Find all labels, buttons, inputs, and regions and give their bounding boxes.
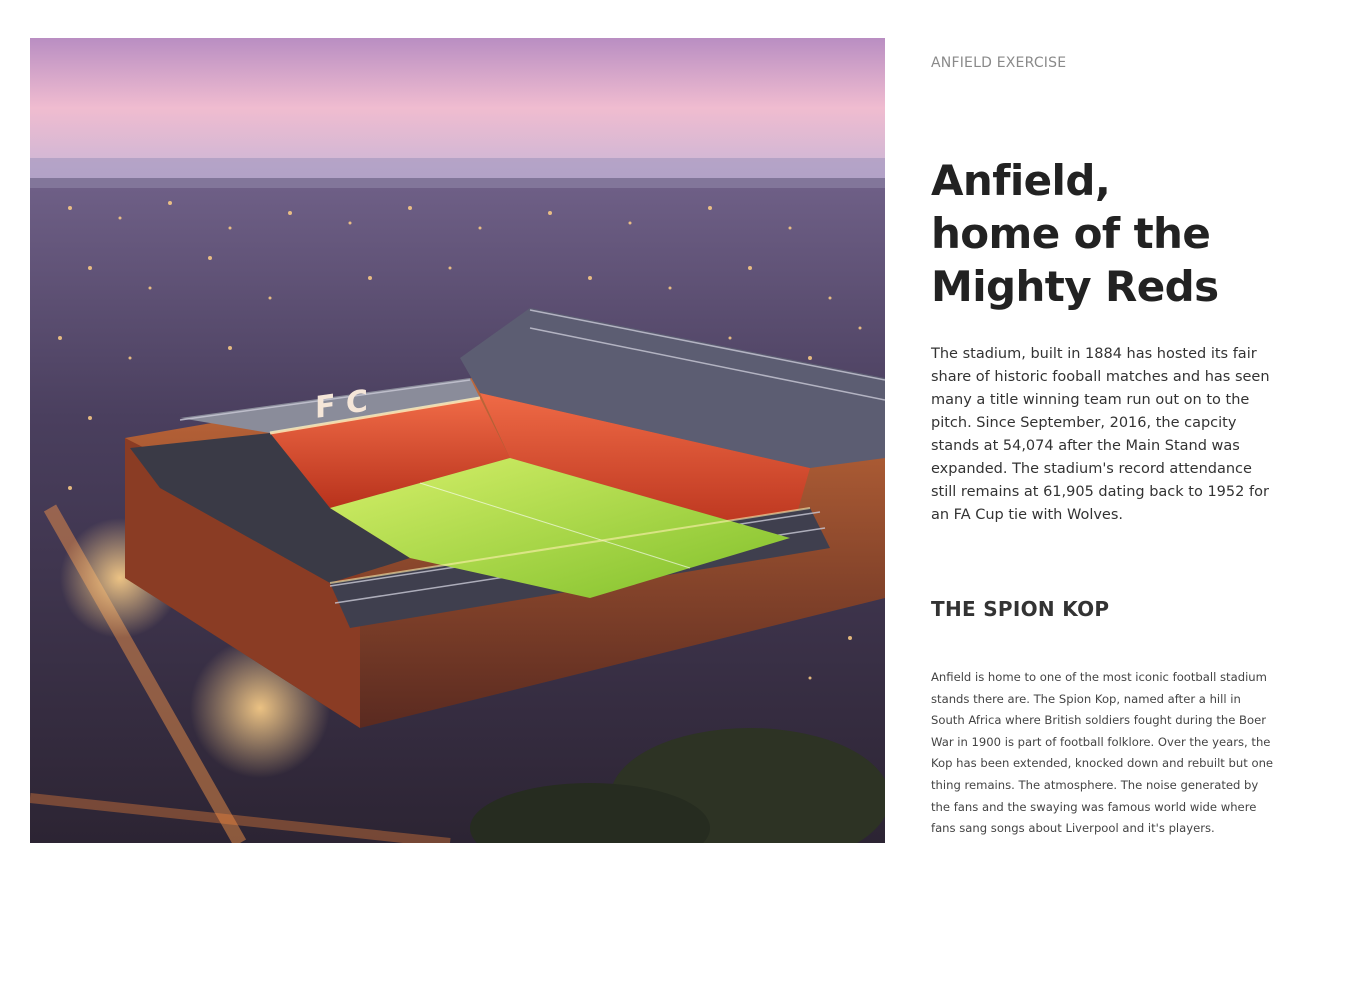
stadium-illustration [30, 38, 885, 843]
section-heading: THE SPION KOP [931, 597, 1110, 621]
section-label: ANFIELD EXERCISE [931, 55, 1067, 71]
page-title: Anfield, home of the Mighty Reds [931, 156, 1219, 311]
section-paragraph: Anfield is home to one of the most iconic football stadium stands there are. The Spion Kop, named after a hill in South Africa where British soldiers fought during the Boer War in 1900 is part of football folklore. Over the years, the Kop has been extended, knocked down and rebuilt but one thing remains. The atmosphere. The noise generated by the fans and the swaying was famous world wide where fans sang songs about Liverpool and it's players. [931, 670, 1274, 836]
intro-paragraph: The stadium, built in 1884 has hosted its fair share of historic fooball matches and has seen many a title winning team run out on to the pitch. Since September, 2016, the capcity stands at 54,074 after the Main Stand was expanded. The stadium's record attendance still remains at 61,905 dating back to 1952 for an FA Cup tie with Wolves. [931, 346, 1270, 523]
seat-lettering: F C [315, 383, 368, 426]
stadium-photo [30, 38, 885, 843]
article [931, 50, 1281, 840]
